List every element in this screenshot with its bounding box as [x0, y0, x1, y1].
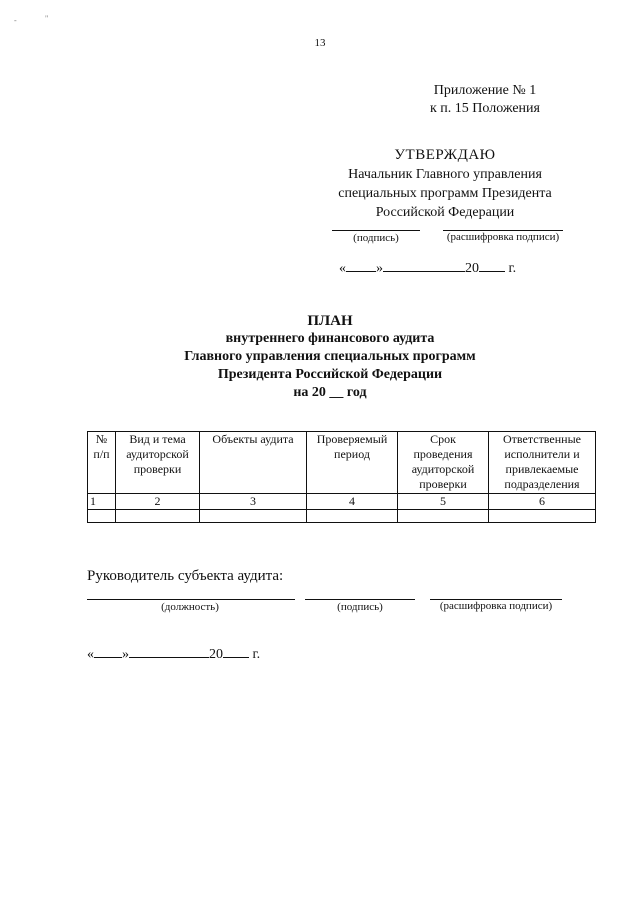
column-header: Срок проведения аудиторской проверки [398, 432, 489, 494]
table-cell [200, 510, 307, 523]
signature-line [305, 599, 415, 600]
date-close-quote: » [376, 261, 383, 276]
position-line [87, 599, 295, 600]
date-open-quote: « [87, 647, 94, 662]
plan-subtitle: Главного управления специальных программ [184, 349, 476, 364]
column-header: № п/п [88, 432, 116, 494]
column-number: 1 [88, 494, 116, 510]
appendix-line: Приложение № 1 [433, 83, 537, 98]
approval-line: специальных программ Президента [338, 186, 552, 201]
column-number: 6 [489, 494, 596, 510]
plan-title [0, 312, 640, 402]
column-number: 4 [307, 494, 398, 510]
column-header: Проверяемый период [307, 432, 398, 494]
approval-block [320, 146, 570, 222]
table-cell [307, 510, 398, 523]
table-cell [398, 510, 489, 523]
column-number: 3 [200, 494, 307, 510]
plan-year: на 20 __ год [293, 385, 367, 400]
appendix-line: к п. 15 Положения [430, 101, 540, 116]
plan-heading: ПЛАН [307, 313, 353, 329]
appendix-note [380, 82, 590, 118]
year-suffix: г. [508, 261, 517, 276]
date-open-quote: « [339, 261, 346, 276]
year-blank [479, 258, 505, 272]
approval-heading: УТВЕРЖДАЮ [394, 147, 496, 163]
column-number: 5 [398, 494, 489, 510]
footer-date [87, 644, 260, 663]
plan-subtitle: внутреннего финансового аудита [225, 331, 435, 346]
table-cell [88, 510, 116, 523]
approval-date [339, 258, 516, 277]
audit-plan-table [87, 431, 596, 523]
day-blank [94, 644, 122, 658]
month-blank [383, 258, 465, 272]
year-blank [223, 644, 249, 658]
position-caption: (должность) [161, 601, 219, 613]
year-prefix: 20 [209, 647, 223, 662]
decoding-caption: (расшифровка подписи) [446, 231, 560, 243]
plan-subtitle: Президента Российской Федерации [217, 367, 443, 382]
column-header: Вид и тема аудиторской проверки [116, 432, 200, 494]
decoding-caption: (расшифровка подписи) [439, 600, 553, 612]
signature-caption: (подпись) [353, 232, 399, 244]
signature-caption: (подпись) [337, 601, 383, 613]
column-header: Объекты аудита [200, 432, 307, 494]
table-row [88, 494, 596, 510]
year-suffix: г. [252, 647, 261, 662]
column-number: 2 [116, 494, 200, 510]
table-cell [116, 510, 200, 523]
approval-line: Российской Федерации [375, 205, 515, 220]
date-close-quote: » [122, 647, 129, 662]
table-header-row [88, 432, 596, 494]
table-row [88, 510, 596, 523]
audit-head-label: Руководитель субъекта аудита: [87, 568, 284, 584]
signature-line [332, 230, 420, 231]
month-blank [129, 644, 209, 658]
year-prefix: 20 [465, 261, 479, 276]
day-blank [346, 258, 376, 272]
scan-mark: - [14, 16, 17, 25]
table-cell [489, 510, 596, 523]
scan-mark: " [45, 14, 49, 23]
page-number: 13 [314, 37, 326, 49]
column-header: Ответственные исполнители и привлекаемые подразделения [489, 432, 596, 494]
approval-line: Начальник Главного управления [348, 167, 542, 182]
